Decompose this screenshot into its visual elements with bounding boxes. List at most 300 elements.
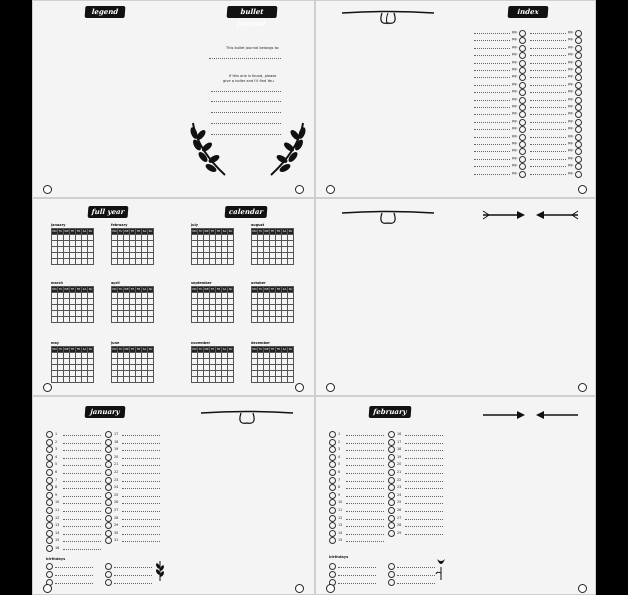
month-calendar-grid bbox=[51, 228, 94, 265]
weekday-header: TH bbox=[270, 348, 275, 351]
index-entry-line bbox=[474, 166, 510, 167]
index-entry-line bbox=[530, 166, 566, 167]
day-entry-line bbox=[63, 465, 101, 466]
index-entry-line bbox=[474, 144, 510, 145]
birthday-line bbox=[397, 567, 435, 568]
weekday-header: TU bbox=[198, 288, 203, 291]
arrow-left-icon bbox=[534, 210, 580, 220]
weekday-header: MO bbox=[112, 288, 117, 291]
day-check-circle bbox=[105, 431, 112, 438]
bullet-journal-banner: bullet journal bbox=[227, 6, 278, 18]
binder-hole bbox=[326, 584, 335, 593]
day-entry-line bbox=[405, 435, 443, 436]
day-check-circle bbox=[46, 484, 53, 491]
contact-line-3 bbox=[211, 112, 281, 113]
day-entry-line bbox=[122, 519, 160, 520]
day-check-circle bbox=[388, 507, 395, 514]
day-check-circle bbox=[388, 492, 395, 499]
day-cell bbox=[228, 317, 234, 323]
month-calendar-grid bbox=[191, 346, 234, 383]
day-number: 21 bbox=[114, 462, 119, 467]
day-entry-line bbox=[122, 450, 160, 451]
month-calendar-name: july bbox=[191, 223, 198, 227]
index-entry-line bbox=[530, 40, 566, 41]
day-cell bbox=[288, 377, 294, 383]
index-check-circle bbox=[575, 74, 582, 81]
birthday-circle bbox=[329, 571, 336, 578]
month-calendar-name: november bbox=[191, 341, 211, 345]
day-check-circle bbox=[329, 477, 336, 484]
sprig-icon bbox=[154, 559, 166, 583]
weekday-header: FR bbox=[216, 348, 221, 351]
index-check-circle bbox=[519, 67, 526, 74]
day-check-circle bbox=[388, 477, 395, 484]
day-check-circle bbox=[329, 492, 336, 499]
birthday-line bbox=[55, 583, 93, 584]
day-check-circle bbox=[388, 431, 395, 438]
legend-banner: legend bbox=[85, 6, 126, 18]
day-entry-line bbox=[346, 503, 384, 504]
day-number: 6 bbox=[55, 470, 58, 474]
belongs-to-text: This bullet journal belongs to: bbox=[226, 46, 280, 50]
index-pg-label: pg. bbox=[568, 59, 574, 64]
index-entry-line bbox=[474, 77, 510, 78]
birthday-circle bbox=[46, 563, 53, 570]
day-entry-line bbox=[346, 541, 384, 542]
day-entry-line bbox=[405, 458, 443, 459]
month-calendar-grid bbox=[251, 286, 294, 323]
index-pg-label: pg. bbox=[568, 155, 574, 160]
index-pg-label: pg. bbox=[568, 96, 574, 101]
page-full-year bbox=[32, 198, 315, 396]
day-check-circle bbox=[329, 530, 336, 537]
day-number: 8 bbox=[55, 485, 58, 490]
binder-hole bbox=[578, 584, 587, 593]
weekday-header: SA bbox=[82, 348, 87, 351]
day-entry-line bbox=[405, 526, 443, 527]
index-entry-line bbox=[474, 85, 510, 86]
weekday-header: SU bbox=[288, 230, 293, 233]
index-check-circle bbox=[519, 74, 526, 81]
weekday-header: SU bbox=[88, 288, 93, 291]
day-number: 12 bbox=[55, 515, 60, 520]
weekday-header: TU bbox=[258, 230, 263, 233]
index-entry-line bbox=[474, 33, 510, 34]
day-entry-line bbox=[122, 473, 160, 474]
index-check-circle bbox=[519, 52, 526, 59]
day-check-circle bbox=[105, 439, 112, 446]
day-check-circle bbox=[329, 446, 336, 453]
index-pg-label: pg. bbox=[512, 37, 518, 42]
birthday-circle bbox=[105, 571, 112, 578]
day-check-circle bbox=[105, 537, 112, 544]
month-calendar-grid bbox=[191, 228, 234, 265]
day-number: 15 bbox=[338, 538, 343, 543]
weekday-header: MO bbox=[192, 288, 197, 291]
day-number: 29 bbox=[397, 530, 402, 535]
day-check-circle bbox=[46, 454, 53, 461]
month-calendar-name: february bbox=[111, 223, 128, 227]
index-pg-label: pg. bbox=[568, 111, 574, 116]
index-check-circle bbox=[519, 148, 526, 155]
birthday-line bbox=[397, 575, 435, 576]
day-check-circle bbox=[46, 530, 53, 537]
index-pg-label: pg. bbox=[568, 30, 574, 34]
day-entry-line bbox=[346, 450, 384, 451]
day-check-circle bbox=[388, 484, 395, 491]
weekday-header: FR bbox=[216, 288, 221, 291]
page-february bbox=[315, 396, 596, 595]
weekday-header: SU bbox=[228, 348, 233, 351]
weekday-header: WE bbox=[124, 230, 129, 233]
day-check-circle bbox=[388, 454, 395, 461]
weekday-header: TU bbox=[258, 348, 263, 351]
day-number: 23 bbox=[114, 477, 119, 482]
weekday-header: TU bbox=[118, 288, 123, 291]
index-entry-line bbox=[530, 144, 566, 145]
index-entry-line bbox=[474, 122, 510, 123]
weekday-header: WE bbox=[264, 288, 269, 291]
weekday-header: MO bbox=[52, 230, 57, 233]
day-entry-line bbox=[63, 488, 101, 489]
day-number: 19 bbox=[114, 447, 119, 452]
day-entry-line bbox=[122, 458, 160, 459]
birthday-circle bbox=[105, 563, 112, 570]
day-entry-line bbox=[122, 496, 160, 497]
contact-line-1 bbox=[211, 91, 281, 92]
day-entry-line bbox=[122, 526, 160, 527]
index-check-circle bbox=[519, 104, 526, 111]
day-number: 30 bbox=[114, 530, 119, 535]
index-check-circle bbox=[519, 141, 526, 148]
index-pg-label: pg. bbox=[568, 67, 574, 71]
index-pg-label: pg. bbox=[512, 118, 518, 123]
day-check-circle bbox=[329, 431, 336, 438]
day-entry-line bbox=[346, 481, 384, 482]
weekday-header: SU bbox=[148, 230, 153, 233]
weekday-header: TU bbox=[58, 230, 63, 233]
day-number: 20 bbox=[397, 462, 402, 467]
month-calendar-grid bbox=[51, 286, 94, 323]
weekday-header: WE bbox=[64, 230, 69, 233]
index-pg-label: pg. bbox=[512, 52, 518, 57]
index-check-circle bbox=[519, 97, 526, 104]
day-entry-line bbox=[405, 473, 443, 474]
weekday-header: SA bbox=[142, 230, 147, 233]
day-number: 18 bbox=[397, 447, 402, 452]
day-number: 23 bbox=[397, 485, 402, 490]
index-entry-line bbox=[530, 33, 566, 34]
weekday-header: FR bbox=[76, 348, 81, 351]
day-number: 24 bbox=[114, 485, 119, 490]
birthday-line bbox=[114, 575, 152, 576]
index-check-circle bbox=[575, 126, 582, 133]
day-number: 11 bbox=[338, 508, 343, 512]
index-pg-label: pg. bbox=[512, 67, 518, 71]
day-number: 3 bbox=[55, 447, 58, 452]
weekday-header: MO bbox=[112, 230, 117, 233]
day-number: 26 bbox=[114, 500, 119, 505]
weekday-header: SA bbox=[282, 348, 287, 351]
index-pg-label: pg. bbox=[568, 89, 574, 94]
day-entry-line bbox=[405, 450, 443, 451]
day-number: 22 bbox=[397, 477, 402, 482]
birthday-line bbox=[338, 567, 376, 568]
month-calendar-name: may bbox=[51, 341, 59, 345]
day-number: 6 bbox=[338, 470, 341, 474]
index-pg-label: pg. bbox=[512, 155, 518, 160]
day-entry-line bbox=[346, 496, 384, 497]
binder-hole bbox=[326, 185, 335, 194]
index-entry-line bbox=[474, 137, 510, 138]
day-entry-line bbox=[405, 465, 443, 466]
weekday-header: MO bbox=[192, 230, 197, 233]
index-pg-label: pg. bbox=[568, 163, 574, 168]
day-check-circle bbox=[329, 507, 336, 514]
day-entry-line bbox=[346, 473, 384, 474]
day-check-circle bbox=[329, 454, 336, 461]
day-check-circle bbox=[46, 461, 53, 468]
index-entry-line bbox=[474, 48, 510, 49]
day-entry-line bbox=[122, 534, 160, 535]
weekday-header: FR bbox=[276, 230, 281, 233]
day-number: 27 bbox=[397, 515, 402, 520]
index-check-circle bbox=[575, 104, 582, 111]
day-check-circle bbox=[105, 515, 112, 522]
index-check-circle bbox=[575, 97, 582, 104]
arrow-left-icon bbox=[534, 410, 580, 420]
weekday-header: SU bbox=[148, 288, 153, 291]
month-calendar-name: january bbox=[51, 223, 66, 227]
day-check-circle bbox=[105, 530, 112, 537]
index-check-circle bbox=[575, 163, 582, 170]
day-number: 28 bbox=[397, 523, 402, 528]
day-cell bbox=[88, 377, 94, 383]
day-check-circle bbox=[105, 522, 112, 529]
index-pg-label: pg. bbox=[512, 59, 518, 64]
day-check-circle bbox=[329, 499, 336, 506]
day-check-circle bbox=[46, 492, 53, 499]
day-number: 27 bbox=[114, 508, 119, 512]
day-cell bbox=[288, 317, 294, 323]
day-entry-line bbox=[346, 488, 384, 489]
index-pg-label: pg. bbox=[512, 141, 518, 145]
day-check-circle bbox=[105, 477, 112, 484]
index-pg-label: pg. bbox=[512, 74, 518, 79]
weekday-header: SA bbox=[142, 348, 147, 351]
weekday-header: TU bbox=[118, 348, 123, 351]
day-entry-line bbox=[405, 488, 443, 489]
index-check-circle bbox=[519, 89, 526, 96]
day-check-circle bbox=[329, 461, 336, 468]
index-check-circle bbox=[575, 89, 582, 96]
day-entry-line bbox=[346, 458, 384, 459]
index-check-circle bbox=[575, 119, 582, 126]
day-number: 16 bbox=[397, 432, 402, 436]
month-calendar-name: september bbox=[191, 281, 212, 285]
month-calendar bbox=[251, 223, 294, 265]
day-entry-line bbox=[63, 450, 101, 451]
day-check-circle bbox=[388, 522, 395, 529]
index-check-circle bbox=[519, 45, 526, 52]
flower-icon bbox=[435, 557, 447, 581]
day-check-circle bbox=[46, 439, 53, 446]
index-pg-label: pg. bbox=[512, 30, 518, 34]
weekday-header: TH bbox=[270, 230, 275, 233]
month-calendar-name: june bbox=[111, 341, 120, 345]
weekday-header: SU bbox=[288, 288, 293, 291]
weekday-header: TH bbox=[270, 288, 275, 291]
index-check-circle bbox=[575, 30, 582, 37]
day-check-circle bbox=[105, 454, 112, 461]
day-entry-line bbox=[63, 549, 101, 550]
index-pg-label: pg. bbox=[512, 148, 518, 153]
weekday-header: MO bbox=[52, 348, 57, 351]
day-cell bbox=[148, 317, 154, 323]
day-number: 26 bbox=[397, 508, 402, 512]
weekday-header: SA bbox=[82, 288, 87, 291]
month-calendar bbox=[111, 281, 154, 323]
day-check-circle bbox=[329, 469, 336, 476]
index-pg-label: pg. bbox=[568, 141, 574, 145]
weekday-header: TH bbox=[210, 348, 215, 351]
weekday-header: TH bbox=[130, 348, 135, 351]
binder-hole bbox=[326, 383, 335, 392]
page-january bbox=[32, 396, 315, 595]
weekday-header: TH bbox=[70, 348, 75, 351]
month-calendar bbox=[111, 223, 154, 265]
day-number: 4 bbox=[338, 454, 341, 459]
weekday-header: MO bbox=[252, 348, 257, 351]
index-entry-line bbox=[474, 174, 510, 175]
day-check-circle bbox=[105, 507, 112, 514]
index-entry-line bbox=[530, 100, 566, 101]
day-cell bbox=[148, 259, 154, 265]
day-entry-line bbox=[405, 519, 443, 520]
calendar-banner: calendar bbox=[225, 206, 268, 218]
index-check-circle bbox=[519, 82, 526, 89]
birthday-circle bbox=[388, 571, 395, 578]
index-entry-line bbox=[474, 151, 510, 152]
index-check-circle bbox=[519, 163, 526, 170]
day-number: 20 bbox=[114, 454, 119, 459]
month-calendar-grid bbox=[251, 346, 294, 383]
weekday-header: TU bbox=[58, 348, 63, 351]
day-number: 9 bbox=[55, 492, 58, 497]
day-entry-line bbox=[63, 519, 101, 520]
laurel-left-icon bbox=[185, 121, 231, 179]
page-blank-arrows bbox=[315, 198, 596, 396]
birthday-line bbox=[114, 567, 152, 568]
weekday-header: WE bbox=[64, 348, 69, 351]
day-number: 18 bbox=[114, 439, 119, 444]
birthday-circle bbox=[46, 571, 53, 578]
day-check-circle bbox=[388, 530, 395, 537]
index-entry-line bbox=[530, 77, 566, 78]
weekday-header: SU bbox=[148, 348, 153, 351]
day-number: 19 bbox=[397, 454, 402, 459]
weekday-header: SA bbox=[222, 230, 227, 233]
day-entry-line bbox=[405, 496, 443, 497]
index-check-circle bbox=[575, 60, 582, 67]
index-check-circle bbox=[519, 156, 526, 163]
weekday-header: FR bbox=[276, 348, 281, 351]
month-calendar-grid bbox=[251, 228, 294, 265]
index-pg-label: pg. bbox=[568, 170, 574, 175]
binder-hole bbox=[43, 185, 52, 194]
day-number: 21 bbox=[397, 470, 402, 474]
birthday-line bbox=[397, 583, 435, 584]
day-entry-line bbox=[63, 443, 101, 444]
weekday-header: SU bbox=[288, 348, 293, 351]
day-cell bbox=[148, 377, 154, 383]
day-entry-line bbox=[122, 541, 160, 542]
weekday-header: FR bbox=[136, 348, 141, 351]
month-calendar bbox=[111, 341, 154, 383]
index-check-circle bbox=[575, 37, 582, 44]
day-check-circle bbox=[46, 431, 53, 438]
birthday-circle bbox=[388, 579, 395, 586]
weekday-header: TU bbox=[198, 348, 203, 351]
index-pg-label: pg. bbox=[568, 37, 574, 42]
day-number: 17 bbox=[397, 439, 402, 444]
birthday-circle bbox=[329, 563, 336, 570]
day-entry-line bbox=[122, 443, 160, 444]
index-pg-label: pg. bbox=[512, 104, 518, 108]
day-entry-line bbox=[405, 443, 443, 444]
day-number: 1 bbox=[55, 432, 58, 436]
day-number: 25 bbox=[397, 500, 402, 505]
index-pg-label: pg. bbox=[512, 163, 518, 168]
day-check-circle bbox=[46, 515, 53, 522]
index-check-circle bbox=[575, 111, 582, 118]
day-number: 10 bbox=[55, 500, 60, 505]
index-entry-line bbox=[530, 174, 566, 175]
index-check-circle bbox=[519, 134, 526, 141]
birthday-line bbox=[114, 583, 152, 584]
index-pg-label: pg. bbox=[568, 81, 574, 86]
day-check-circle bbox=[388, 469, 395, 476]
weekday-header: SA bbox=[82, 230, 87, 233]
return-note-text: give a holler and I'll find You bbox=[223, 79, 274, 83]
day-entry-line bbox=[63, 473, 101, 474]
if-found-text: If this one is found, please bbox=[229, 74, 277, 78]
index-check-circle bbox=[519, 111, 526, 118]
index-check-circle bbox=[575, 82, 582, 89]
flourish-icon bbox=[199, 407, 295, 427]
month-calendar-grid bbox=[191, 286, 234, 323]
day-check-circle bbox=[46, 537, 53, 544]
day-cell bbox=[288, 259, 294, 265]
day-number: 14 bbox=[338, 530, 343, 535]
weekday-header: WE bbox=[124, 348, 129, 351]
day-check-circle bbox=[388, 439, 395, 446]
month-calendar-grid bbox=[111, 346, 154, 383]
month-calendar-grid bbox=[111, 286, 154, 323]
day-check-circle bbox=[46, 446, 53, 453]
day-entry-line bbox=[346, 465, 384, 466]
index-entry-line bbox=[474, 159, 510, 160]
index-pg-label: pg. bbox=[568, 118, 574, 123]
index-entry-line bbox=[474, 100, 510, 101]
weekday-header: MO bbox=[252, 288, 257, 291]
february-birthdays-label: birthdays bbox=[329, 555, 349, 559]
day-number: 5 bbox=[338, 462, 341, 467]
index-pg-label: pg. bbox=[568, 44, 574, 49]
index-check-circle bbox=[519, 37, 526, 44]
index-pg-label: pg. bbox=[512, 89, 518, 94]
birthday-circle bbox=[105, 579, 112, 586]
